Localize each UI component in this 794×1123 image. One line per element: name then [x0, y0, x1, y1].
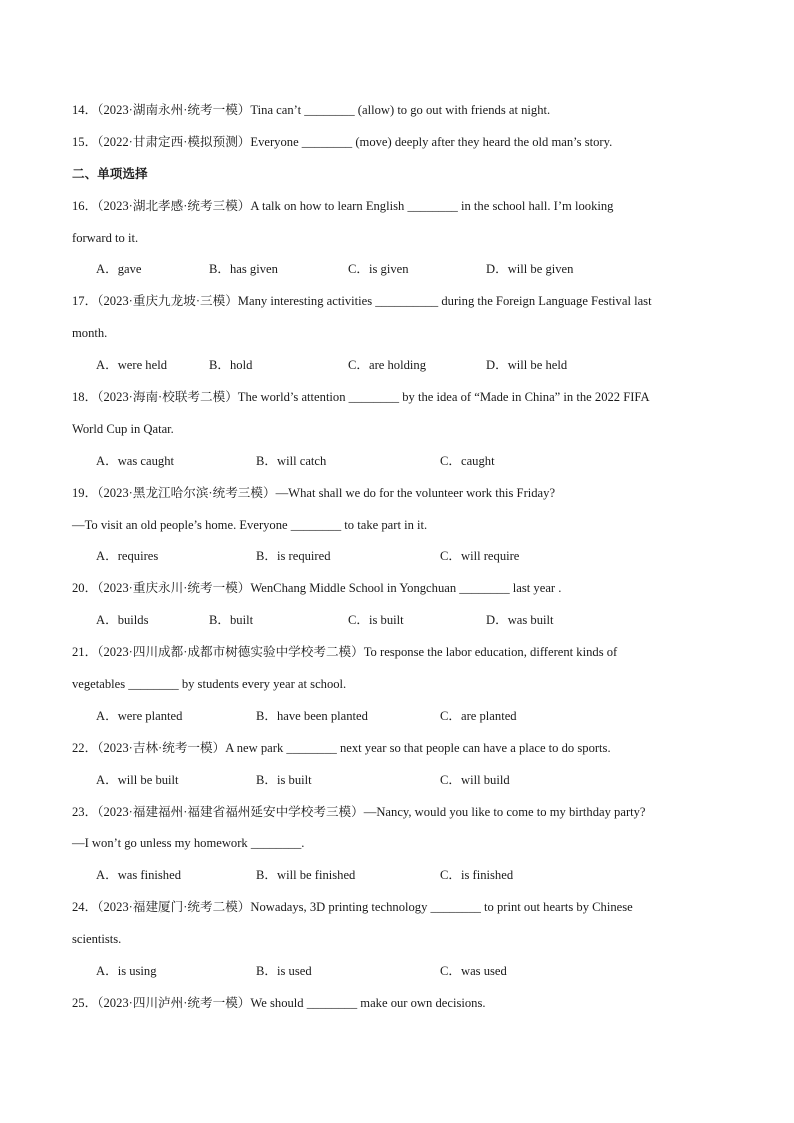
question-24-options — [72, 960, 722, 992]
question-17-stem: 17．（2023·重庆九龙坡·三模）Many interesting activities __________ during the Foreign Language Festival last — [72, 294, 652, 309]
question-14: 14．（2023·湖南永州·统考一模）Tina can’t ________ (allow) to go out with friends at night. — [72, 103, 551, 117]
question-20-options — [72, 609, 722, 641]
option-c: C．are planted — [440, 708, 517, 723]
option-a: A．builds — [96, 613, 149, 628]
question-17-stem-cont: month. — [72, 326, 108, 341]
option-c: C．caught — [440, 453, 495, 468]
question-20-stem: 20．（2023·重庆永川·统考一模）WenChang Middle School in Yongchuan ________ last year . — [72, 581, 562, 596]
question-21-options — [72, 705, 722, 737]
option-b: B．is used — [256, 964, 312, 979]
option-b: B．have been planted — [256, 708, 368, 723]
option-c: C．was used — [440, 964, 507, 979]
option-b: B．built — [209, 613, 254, 628]
question-24-stem: 24．（2023·福建厦门·统考二模）Nowadays, 3D printing technology ________ to print out hearts by Chinese — [72, 900, 633, 915]
question-19-stem: 19．（2023·黑龙江哈尔滨·统考三模）—What shall we do for the volunteer work this Friday? — [72, 485, 556, 500]
question-17-options — [72, 354, 722, 386]
question-15: 15．（2022·甘肃定西·模拟预测）Everyone ________ (move) deeply after they heard the old man’s story. — [72, 134, 613, 149]
option-a: A．will be built — [96, 772, 179, 787]
option-c: C．is finished — [440, 868, 514, 883]
option-b: B．will catch — [256, 453, 327, 468]
question-16-stem: 16．（2023·湖北孝感·统考三模）A talk on how to learn English ________ in the school hall. I’m looking — [72, 198, 614, 213]
option-d: D．was built — [486, 613, 554, 628]
option-d: D．will be held — [486, 358, 568, 373]
option-a: A．gave — [96, 262, 142, 277]
option-a: A．was caught — [96, 453, 174, 468]
option-c: C．is built — [348, 613, 404, 628]
option-b: B．is required — [256, 549, 331, 564]
option-c: C．are holding — [348, 358, 426, 373]
question-24-stem-cont: scientists. — [72, 932, 122, 947]
option-b: B．will be finished — [256, 868, 356, 883]
question-16-stem-cont: forward to it. — [72, 230, 139, 245]
question-22-options — [72, 769, 722, 801]
option-b: B．has given — [209, 262, 278, 277]
question-22-stem: 22．（2023·吉林·统考一模）A new park ________ next year so that people can have a place to do sports. — [72, 740, 611, 755]
option-d: D．will be given — [486, 262, 574, 277]
question-23-options — [72, 864, 722, 896]
question-18-options — [72, 450, 722, 482]
option-a: A．were held — [96, 358, 167, 373]
option-b: B．is built — [256, 772, 312, 787]
question-23-stem: 23．（2023·福建福州·福建省福州延安中学校考三模）—Nancy, would you like to come to my birthday party? — [72, 804, 646, 819]
question-23-stem-cont: —I won’t go unless my homework ________. — [72, 836, 305, 851]
question-16-options — [72, 258, 722, 290]
question-25-stem: 25．（2023·四川泸州·统考一模）We should ________ make our own decisions. — [72, 995, 486, 1010]
option-c: C．will require — [440, 549, 520, 564]
question-19-options — [72, 545, 722, 577]
question-18-stem: 18．（2023·海南·校联考二模）The world’s attention ________ by the idea of “Made in China” in the 2022 FIFA — [72, 390, 650, 405]
question-21-stem-cont: vegetables ________ by students every year at school. — [72, 677, 347, 692]
option-a: A．is using — [96, 964, 157, 979]
option-c: C．is given — [348, 262, 409, 277]
question-21-stem: 21．（2023·四川成都·成都市树德实验中学校考二模）To response the labor education, different kinds of — [72, 645, 618, 660]
option-a: A．requires — [96, 549, 159, 564]
option-b: B．hold — [209, 358, 253, 373]
option-a: A．was finished — [96, 868, 181, 883]
question-19-stem-cont: —To visit an old people’s home. Everyone ________ to take part in it. — [72, 517, 428, 532]
question-18-stem-cont: World Cup in Qatar. — [72, 421, 174, 436]
option-a: A．were planted — [96, 708, 183, 723]
option-c: C．will build — [440, 772, 510, 787]
section-heading: 二、单项选择 — [72, 166, 148, 181]
